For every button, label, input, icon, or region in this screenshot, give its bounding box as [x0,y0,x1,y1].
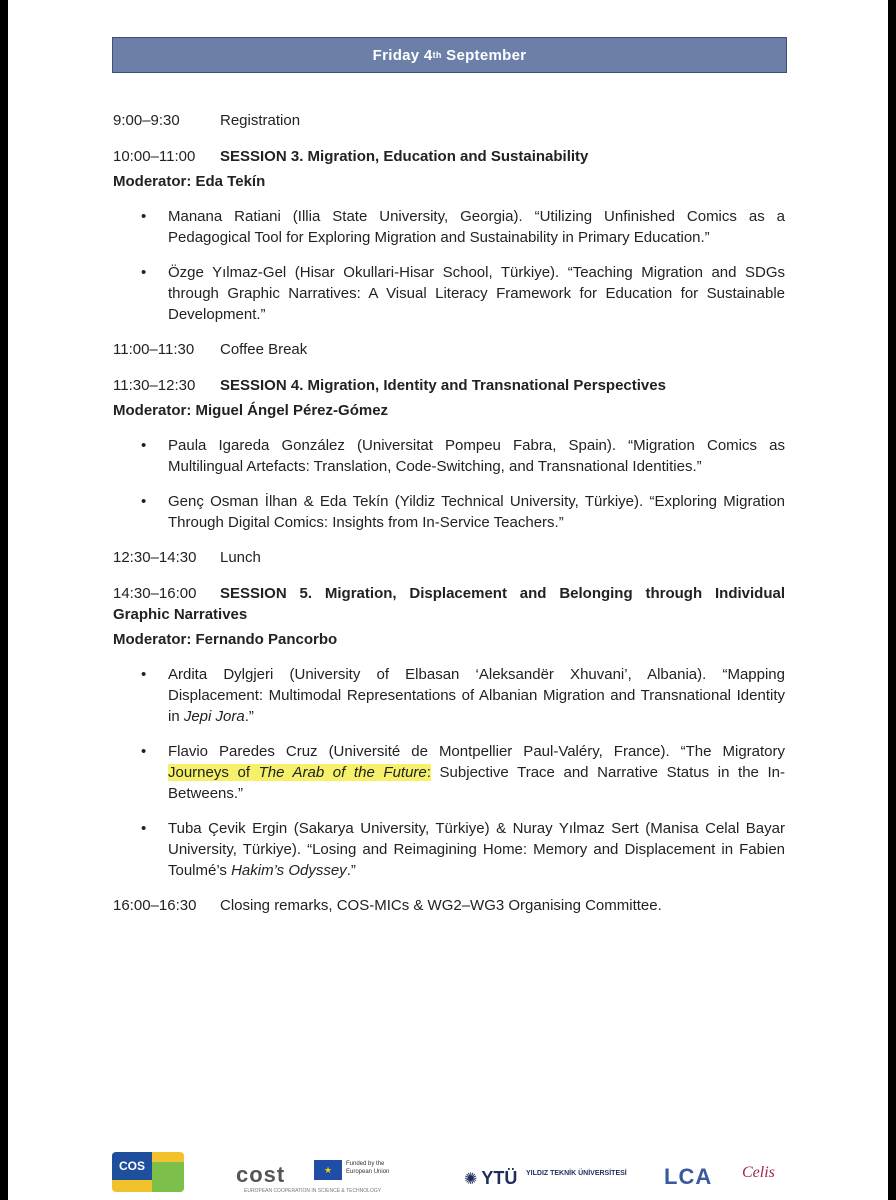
day-header [112,37,787,73]
paper-italic-title: Hakim’s Odyssey [231,862,347,879]
paper-item: • Paula Igareda González (Universitat Pompeu Fabra, Spain). “Migration Comics as Multilingual Artefacts: Translation, Code-Switching, and Transnational Identities.” [113,435,785,477]
highlight-pre: Journeys of [168,764,259,781]
time: 16:00–16:30 [113,897,197,914]
paper-list [113,206,785,325]
moderator: Moderator: Miguel Ángel Pérez-Gómez [113,402,389,419]
time: 11:30–12:30 [113,377,196,394]
time: 9:00–9:30 [113,112,180,129]
eu-flag-icon: ★ [314,1160,342,1180]
session-3 [113,146,785,325]
paper-text: Ardita Dylgjeri (University of Elbasan ‘Aleksandër Xhuvani’, Albania). “Mapping Displacement: Multimodal Representations of Albanian Migration and Transnational Identity in [168,666,785,725]
lunch-row [113,547,785,568]
moderator: Moderator: Fernando Pancorbo [113,631,338,648]
moderator: Moderator: Eda Tekín [113,173,266,190]
cost-logo: cost [236,1162,286,1187]
paper-italic-title: Jepi Jora [183,708,245,725]
paper-italic-title: The Arab of the Future [258,764,427,781]
day-header-month: September [446,46,527,64]
paper-text: Flavio Paredes Cruz (Université de Montpellier Paul-Valéry, France). “The Migratory [168,743,785,760]
puzzle-icon [152,1162,184,1192]
coffee-label: Coffee Break [220,341,308,358]
lca-logo: LCA [664,1164,713,1189]
paper-list [113,435,785,533]
session-4 [113,375,785,533]
session-title: SESSION 3. Migration, Education and Sustainability [220,148,589,165]
paper-item [113,818,785,881]
paper-end: .” [346,862,356,879]
cos-logo-text: COS [112,1152,152,1180]
time: 14:30–16:00 [113,585,197,602]
time: 12:30–14:30 [113,549,197,566]
lunch-label: Lunch [220,549,261,566]
sponsor-logos [108,1148,808,1198]
paper-list [113,664,785,881]
session-5 [113,583,785,881]
paper-text: Tuba Çevik Ergin (Sakarya University, Türkiye) & Nuray Yılmaz Sert (Manisa Celal Bayar University, Türkiye). “Losing and Reimagining Home: Memory and Displacement in Fabien Toulmé’s [168,820,785,879]
day-header-day: Friday 4 [372,46,433,64]
session-title: SESSION 4. Migration, Identity and Transnational Perspectives [220,377,666,394]
star-icon: ✺ [464,1170,478,1188]
highlighted-text [168,764,431,781]
time: 10:00–11:00 [113,148,196,165]
paper-item: • Manana Ratiani (Illia State University, Georgia). “Utilizing Unfinished Comics as a Pedagogical Tool for Exploring Migration and Sustainability in Primary Education.” [113,206,785,248]
cos-mics-logo [112,1152,184,1192]
time: 11:00–11:30 [113,341,195,358]
eu-funding-text: Funded by the European Union [346,1161,390,1175]
session-title: SESSION 5. Migration, Displacement and Belonging through Individual Graphic Narratives [113,585,785,623]
closing-row [113,895,785,916]
ytu-logo-text: YTÜ [481,1168,518,1188]
paper-item: • Genç Osman İlhan & Eda Tekín (Yildiz Technical University, Türkiye). “Exploring Migration Through Digital Comics: Insights from In-Service Teachers.” [113,491,785,533]
paper-item: • Özge Yılmaz-Gel (Hisar Okullari-Hisar School, Türkiye). “Teaching Migration and SDGs through Graphic Narratives: A Visual Literacy Framework for Education for Sustainable Development.” [113,262,785,325]
highlight-colon: : [426,764,431,781]
ytu-logo [464,1168,517,1189]
paper-item [113,664,785,727]
registration-row [113,110,785,131]
coffee-row [113,339,785,360]
ytu-university-name: YILDIZ TEKNİK ÜNİVERSİTESİ [526,1170,627,1177]
document-page [8,0,888,1200]
registration-label: Registration [220,112,301,129]
day-header-sup: th [432,50,442,60]
celis-logo: Celis [742,1164,775,1181]
cost-subtitle: EUROPEAN COOPERATION IN SCIENCE & TECHNOLOGY [244,1188,382,1194]
paper-end: Subjective Trace and Narrative Status in the In-Betweens.” [168,764,786,802]
paper-item [113,741,785,804]
closing-label: Closing remarks, COS-MICs & WG2–WG3 Organising Committee. [220,897,662,914]
schedule [113,110,785,931]
paper-end: .” [244,708,254,725]
